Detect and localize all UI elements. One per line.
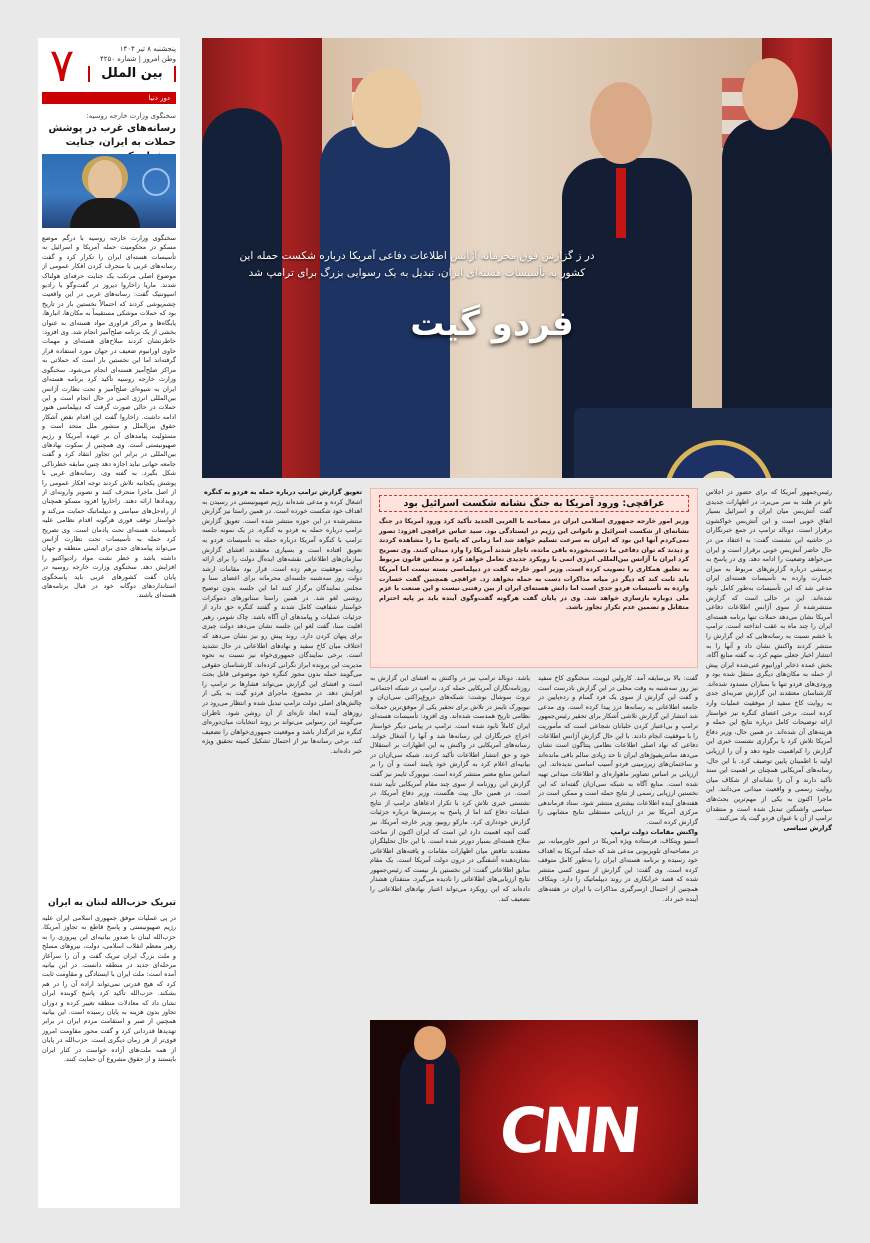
boxed-story — [370, 488, 698, 668]
column-4 — [202, 488, 362, 1204]
boxed-story-body: وزیر امور خارجه جمهوری اسلامی ایران در مصاحبه با العربی الجدید تأکید کرد ورود آمریکا در جنگ نشانه‌ای از شکست اسرائیل و ناتوانی این رژیم در ایستادگی بود. سید عباس عراقچی افزود: تصور نمی‌کردم آنها این بود که ایران به سرعت تسلیم خواهد شد اما زمانی که پاسخ ما را مشاهده کردند و دیدند که توان دفاعی ما دست‌نخورده باقی مانده، ناچار شدند آمریکا را وارد میدان کنند. وی تصریح کرد ایران با آژانس بین‌المللی انرژی اتمی با رویکرد جدیدی تعامل خواهد کرد و مجلس قانون مربوط به تعلیق همکاری را تصویب کرده است. وزیر امور خارجه گفت درِ دیپلماسی بسته نیست اما آمریکا باید ثابت کند که دیگر در میانه مذاکرات دست به حمله نخواهد زد. عراقچی همچنین گفت خسارت وارده به تأسیسات فردو جدی است اما دانش هسته‌ای ایران از بین رفتنی نیست و این صنعت با عزم ملی دوباره بازسازی خواهد شد. وی در پایان گفت هرگونه گفت‌وگوی آینده باید بر پایه احترام متقابل و تضمین عدم تکرار تجاوز باشد. — [379, 517, 689, 612]
column-3-text: باشد. دونالد ترامپ نیز در واکنش به افشای این گزارش به روزنامه‌نگاران آمریکایی حمله کرد. ترامپ در شبکه اجتماعی تروث سوشال نوشت: شبکه‌های دروغ‌پراکنی سی‌ان‌ان و نیویورک تایمز در تلاش برای تحقیر یکی از موفق‌ترین حملات نظامی تاریخ همدست شده‌اند. وی افزود: تأسیسات هسته‌ای ایران کاملاً نابود شده است. ترامپ در پیامی دیگر خواستار اخراج خبرنگاران این رسانه‌ها شد و آنها را آشغال خواند. رسانه‌های آمریکایی در واکنش به این اظهارات بر استقلال خود و حق انتشار اطلاعات تأکید کردند. شبکه سی‌ان‌ان در بیانیه‌ای اعلام کرد به گزارش خود پایبند است و آن را بر اساس منابع معتبر منتشر کرده است. نیویورک تایمز نیز گفت گزارش این روزنامه از سوی چند مقام آمریکایی تأیید شده است. در همین حال پیت هگست، وزیر دفاع آمریکا، در نشستی خبری تلاش کرد با تکرار ادعاهای ترامپ از نتایج عملیات دفاع کند اما از پاسخ به پرسش‌ها درباره جزئیات گزارش خودداری کرد. مارکو روبیو، وزیر خارجه آمریکا، نیز گفت آنچه اهمیت دارد این است که ایران اکنون از ساخت سلاح هسته‌ای بسیار دورتر شده است. با این حال تحلیلگران معتقدند تناقض میان اظهارات مقامات و یافته‌های اطلاعاتی نشان‌دهنده آشفتگی در درون دولت آمریکا است. یک مقام سابق اطلاعاتی گفت: این نخستین بار نیست که رئیس‌جمهور نتایج ارزیابی‌های اطلاعاتی را نادیده می‌گیرد. منتقدان هشدار داده‌اند که این رویکرد می‌تواند اعتبار نهادهای اطلاعاتی را تضعیف کند. — [370, 674, 530, 903]
column-1-subhead: گزارش سیاسی — [783, 823, 832, 832]
issue-line: وطن امروز | شماره ۴۲۵۰ — [100, 55, 176, 63]
column-2-text: گفت: بالا بی‌سابقه آمد. کارولین لیویت، سخنگوی کاخ سفید نیز روز سه‌شنبه به وقت محلی در این گزارش نادرست است و گفت این گزارش از سوی یک فرد گمنام و رده‌پایین در جامعه اطلاعاتی به رسانه‌ها درز پیدا کرده است. وی مدعی شد انتشار این گزارش تلاشی آشکار برای تحقیر رئیس‌جمهور ترامپ و بی‌اعتبار کردن خلبانان شجاعی است که مأموریت را با موفقیت انجام دادند. با این حال گزارش آژانس اطلاعات دفاعی که نهاد اصلی اطلاعات نظامی پنتاگون است نشان می‌دهد سانتریفیوژهای ایران تا حد زیادی سالم باقی مانده‌اند و ساختمان‌های زیرزمینی فردو آسیب اساسی ندیده‌اند. این ارزیابی بر اساس تصاویر ماهواره‌ای و اطلاعات میدانی تهیه شده است. منابع آگاه به شبکه سی‌ان‌ان گفته‌اند که این نخستین ارزیابی رسمی از نتایج حمله است و ممکن است در هفته‌های آینده اطلاعات بیشتری منتشر شود. ستاد فرماندهی مرکزی آمریکا نیز در ارزیابی مستقلی نتایج مشابهی را گزارش کرده است. — [538, 674, 698, 826]
side-kicker: سخنگوی وزارت خارجه روسیه: — [86, 112, 176, 120]
boxed-story-title: عراقچی: ورود آمریکا به جنگ نشانه شکست اسرائیل بود — [379, 495, 689, 512]
sidebar-column — [38, 38, 180, 1208]
column-2-subhead: واکنش مقامات دولت ترامپ — [610, 827, 698, 836]
hero-title: فردو گیت — [410, 304, 574, 344]
section-bar: دور دنیا — [42, 92, 176, 104]
ministry-logo-icon — [142, 168, 170, 196]
column-1 — [706, 488, 832, 1204]
side-headline: رسانه‌های غرب در پوشش حملات به ایران، جنایت — [48, 123, 176, 148]
cnn-photo — [370, 1020, 698, 1204]
issue-meta — [84, 44, 176, 64]
section-brand: بین الملل — [88, 66, 176, 82]
page-number: ۷ — [49, 38, 75, 92]
figure-back — [320, 126, 450, 478]
zakharova-photo — [42, 154, 176, 228]
hero-subtitle: در ز گزارش فوق محرمانه آژانس اطلاعات دفاعی آمریکا درباره شکست حمله این کشور به تأسیسات هسته‌ای ایران، تبدیل به یک رسوایی بزرگ برای ترامپ شد — [239, 250, 595, 279]
hero-photo — [202, 38, 832, 478]
side-headline-2: تبریک حزب‌الله لبنان به ایران — [48, 898, 176, 908]
side-story-text: سخنگوی وزارت خارجه روسیه با درگم موضع مسکو در محکومیت حمله آمریکا و اسرائیل به تأسیسات هسته‌ای ایران را تکرار کرد و گفت رسانه‌های غربی با منحرف کردن افکار عمومی از موضوع اصلی مرتکب یک جنایت حرفه‌ای هولناک شدند. ماریا زاخاروا دیروز در گفت‌وگو با رادیو اسپوتنیک گفت: رسانه‌های غربی در این واقعیت چشم‌پوشی کردند که احتمالاً نخستین بار در تاریخ بود که حملات موشکی مستقیماً به مکان‌ها، انبارها، پایگاه‌ها و مراکز فراوری مواد هسته‌ای به عنوان بخشی از یک برنامه صلح‌آمیز انجام شد. وی افزود: خاطرنشان کردند سلاح‌های هسته‌ای و مهمات حاوی اورانیوم ضعیف در جهان مورد استفاده قرار گرفته‌اند اما این نخستین بار است که حملاتی به مراکز صلح‌آمیز هسته‌ای انجام می‌شود. سخنگوی وزارت خارجه روسیه تأکید کرد برنامه هسته‌ای ایران به شیوه‌ای صلح‌آمیز و تحت نظارت آژانس بین‌المللی انرژی اتمی در حال انجام است و این حملات در حالی صورت گرفت که دیپلماسی هنوز ادامه داشت. زاخاروا گفت این اقدام نقض آشکار حقوق بین‌الملل و منشور ملل متحد است و مسئولیت پیامدهای آن بر عهده آمریکا و رژیم صهیونیستی است. وی همچنین از سکوت نهادهای بین‌المللی در برابر این تجاوز انتقاد کرد و گفت جامعه جهانی نباید اجازه دهد چنین سابقه خطرناکی شکل بگیرد. به گفته وی، رسانه‌های غربی با پوشش یکجانبه تلاش کردند توجه افکار عمومی را از اصل ماجرا منحرف کنند و تصویر وارونه‌ای از رویدادها ارائه دهند. زاخاروا افزود مسکو همچنان از راه‌حل‌های سیاسی و دیپلماتیک حمایت می‌کند و خواستار توقف فوری هرگونه اقدام نظامی علیه تأسیسات هسته‌ای تحت پادمان است. وی تصریح کرد حمله به تأسیسات تحت نظارت آژانس می‌تواند پیامدهای جدی برای ایمنی منطقه و جهان داشته باشد و خطر نشت مواد رادیواکتیو را افزایش دهد. سخنگوی وزارت خارجه روسیه در پایان گفت کشورهای غربی باید پاسخگوی استانداردهای دوگانه خود در قبال برنامه‌های هسته‌ای باشند. — [42, 234, 176, 600]
column-1-text: رئیس‌جمهور آمریکا که برای حضور در اجلاس ناتو در هلند به سر می‌برد، در اظهارات جدیدی گفت آتش‌بس میان ایران و اسرائیل بسیار اتفاق خوبی است و این آتش‌بس خواکشون برقرار است. دونالد ترامپ در جمع خبرنگاران در حاشیه این نشست گفت: به اعتقاد من در حال حاضر آتش‌بس خوبی برقرار است و ایران می‌خواهد وضعیت را ادامه دهد. وی در پاسخ به پرسشی درباره گزارش‌های مربوط به میزان خسارت وارده به تأسیسات هسته‌ای ایران مدعی شد که این تأسیسات به‌طور کامل نابود شده‌اند. این در حالی است که گزارش منتشرشده از سوی آژانس اطلاعات دفاعی آمریکا نشان می‌دهد حملات تنها برنامه هسته‌ای ایران را چند ماه به عقب انداخته است. ترامپ با خشم نسبت به رسانه‌هایی که این گزارش را منتشر کردند واکنش نشان داد و آنها را به انتشار اخبار جعلی متهم کرد. به گفته منابع آگاه، بخش عمده ذخایر اورانیوم غنی‌شده ایران پیش از حمله به مکان‌های دیگری منتقل شده بود و ورودی‌های فردو تنها با بمباران مسدود شده‌اند. کارشناسان معتقدند این گزارش ضربه‌ای جدی به روایت کاخ سفید از موفقیت عملیات وارد کرده است. برخی اعضای کنگره نیز خواستار ارائه توضیحات کامل درباره نتایج این حمله و هزینه‌های آن شده‌اند. در همین حال، وزیر دفاع آمریکا تلاش کرد با برگزاری نشست خبری این گزارش را کم‌اهمیت جلوه دهد و آن را ارزیابی اولیه با اطمینان پایین توصیف کرد. با این حال، رسانه‌های آمریکایی همچنان بر اهمیت این سند تأکید دارند و آن را نشانه‌ای از شکاف میان روایت رسمی و واقعیت میدانی می‌دانند. این ماجرا اکنون به یکی از مهم‌ترین بحث‌های سیاسی واشنگتن تبدیل شده است و منتقدان ترامپ از آن با عنوان فردو گیت یاد می‌کنند. — [706, 488, 832, 823]
date-line: پنجشنبه ۸ تیر ۱۴۰۴ — [119, 45, 176, 53]
column-4-subhead: تعویق گزارش ترامپ درباره حمله به فردو به کنگره — [204, 488, 362, 496]
column-2-text-2: استیو ویتکاف، فرستاده ویژه آمریکا در امور خاورمیانه، نیز در مصاحبه‌ای تلویزیونی مدعی شد که حمله آمریکا به اهداف خود رسیده و برنامه هسته‌ای ایران را به‌طور کامل متوقف کرده است. وی گفت: این گزارش از سوی کسی منتشر شده که قصد خرابکاری در روند دیپلماتیک را دارد. ویتکاف همچنین از احتمال ازسرگیری مذاکرات با ایران در هفته‌های آینده خبر داد. — [538, 837, 698, 903]
column-4-text: اشغال کرده و مدعی شده‌اند رژیم صهیونیستی در رسیدن به اهداف خود شکست خورده است. در همین راستا نیز گزارش منتشرشده در این حوزه منتشر شده است. تعویق گزارش ترامپ درباره حمله به فردو به کنگره. در یک نمونه جلسه ترامپ با کنگره آمریکا درباره حمله به تأسیسات فردو به تعویق افتاده است و بسیاری معتقدند افشای گزارش سازمان‌های اطلاعاتی نقشه‌های ایده‌آل دولت را برای ارائه روایت موفقیت برهم زده است. قرار بود مقامات ارشد دولت روز سه‌شنبه جلسه‌ای محرمانه برای اعضای سنا و مجلس نمایندگان برگزار کنند اما این جلسه بدون توضیح روشنی لغو شد. در همین راستا سناتورهای دموکرات خواستار شفافیت کامل شدند و گفتند کنگره حق دارد از جزئیات عملیات و پیامدهای آن آگاه باشد. چاک شومر، رهبر اقلیت سنا، گفت لغو این جلسه نشان می‌دهد دولت چیزی برای پنهان کردن دارد. روند پیش رو نیز نشان می‌دهد که اختلاف میان کاخ سفید و نهادهای اطلاعاتی در حال تشدید است. برخی نمایندگان جمهوری‌خواه نیز نسبت به نحوه مدیریت این پرونده ابراز نگرانی کرده‌اند. کارشناسان حقوقی می‌گویند حمله بدون مجوز کنگره خود موضوعی قابل بحث است و افشای این گزارش می‌تواند فشارها بر ترامپ را افزایش دهد. در مجموع، ماجرای فردو گیت به یکی از چالش‌های اصلی دولت ترامپ تبدیل شده و انتظار می‌رود در روزهای آینده ابعاد تازه‌ای از آن روشن شود. ناظران می‌گویند این رسوایی می‌تواند بر روند انتخابات میان‌دوره‌ای کنگره نیز اثرگذار باشد و موقعیت جمهوری‌خواهان را تضعیف کند. برخی رسانه‌ها نیز از احتمال تشکیل کمیته تحقیق ویژه خبر داده‌اند. — [202, 497, 362, 756]
side-story-text-2: در پی عملیات موفق جمهوری اسلامی ایران علیه رژیم صهیونیستی و پاسخ قاطع به تجاوز آمریکا، حزب‌الله لبنان با صدور بیانیه‌ای این پیروزی را به رهبر معظم انقلاب اسلامی، دولت، نیروهای مسلح و ملت بزرگ ایران تبریک گفت و آن را سرآغاز مرحله‌ای جدید در منطقه دانست. در این بیانیه آمده است: ملت ایران با ایستادگی و مقاومت ثابت کرد که هیچ قدرتی نمی‌تواند اراده آن را در هم بشکند. حزب‌الله تأکید کرد پاسخ کوبنده ایران نشان داد که معادلات منطقه تغییر کرده و دوران تجاوز بدون هزینه به پایان رسیده است. این بیانیه همچنین از صبر و استقامت مردم ایران در برابر تهدیدها قدردانی کرد و گفت محور مقاومت امروز قوی‌تر از هر زمان دیگری است. حزب‌الله در پایان از همه ملت‌های آزاده خواست در کنار ایران بایستند و از حقوق مشروع آن حمایت کنند. — [42, 914, 176, 1064]
cnn-logo: CNN — [496, 1094, 642, 1167]
